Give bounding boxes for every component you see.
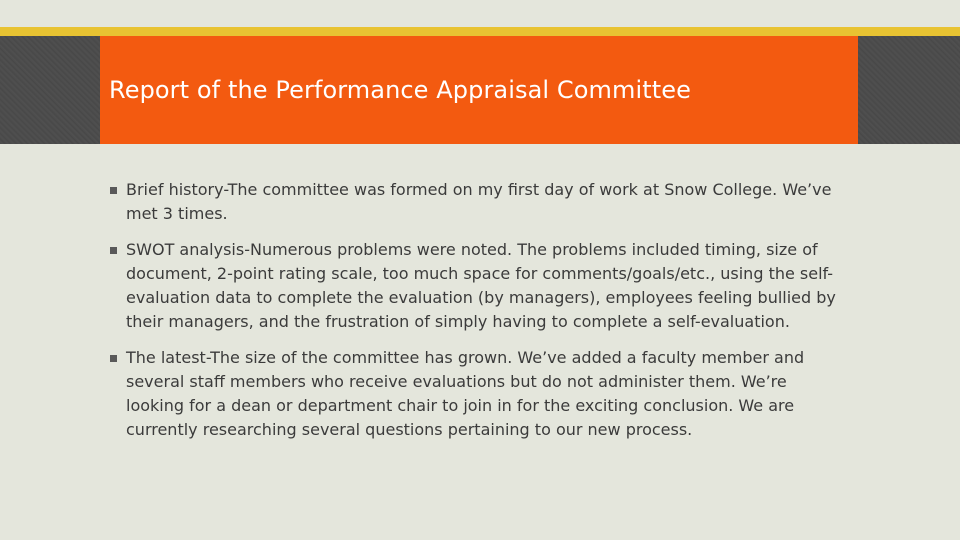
top-accent-stripe — [0, 27, 960, 36]
square-bullet-icon — [110, 187, 117, 194]
bullet-text: The latest-The size of the committee has grown. We’ve added a faculty member and several staff members who receive evaluations but do not administer them. We’re looking for a dean or department chair to join in for the exciting conclusion. We are currently researching several questions pertaining to our new process. — [126, 348, 805, 439]
bullet-item-swot — [108, 238, 848, 334]
square-bullet-icon — [110, 355, 117, 362]
slide-title: Report of the Performance Appraisal Committee — [109, 76, 692, 104]
bullet-text: Brief history-The committee was formed on my first day of work at Snow College. We’ve met 3 times. — [126, 180, 832, 223]
bullet-list — [108, 178, 848, 454]
title-box — [100, 36, 858, 144]
bullet-text: SWOT analysis-Numerous problems were noted. The problems included timing, size of document, 2-point rating scale, too much space for comments/goals/etc., using the self-evaluation data to complete the evaluation (by managers), employees feeling bullied by their managers, and the frustration of simply having to complete a self-evaluation. — [126, 240, 836, 331]
bullet-item-latest — [108, 346, 848, 442]
square-bullet-icon — [110, 247, 117, 254]
bullet-item-history — [108, 178, 848, 226]
